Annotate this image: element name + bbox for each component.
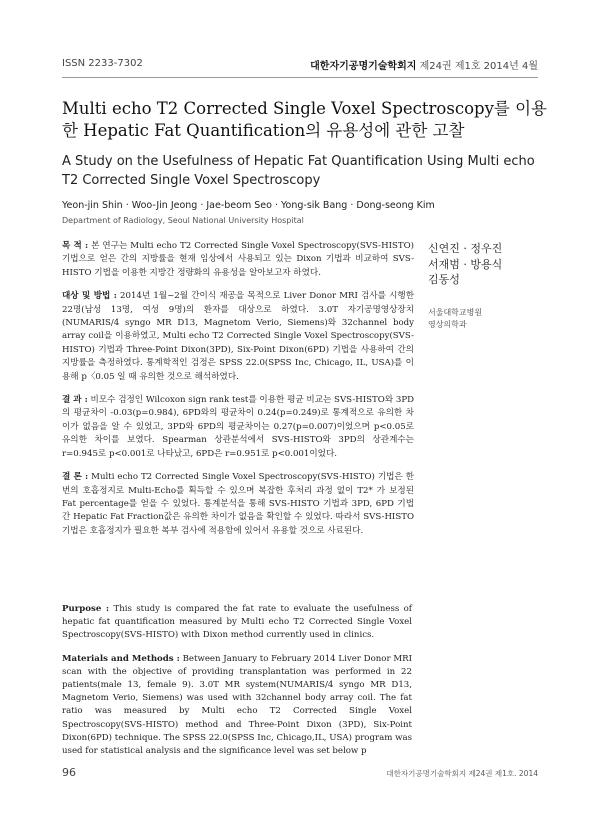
abstract-english bbox=[62, 603, 412, 768]
methods-text-en: Between January to February 2014 Liver Donor MRI scan with the objective of providing transplantation was performed in 22 patients(male 13, female 9). 3.0T MR system(NUMARIS/4 syngo MR D13, Magnetom Verio, Siemens) was used with 32channel body array coil. The fat ratio was measured by Multi echo T2 Corrected Single Voxel Spectroscopy(SVS-HISTO) method and Three-Point Dixon (3PD), Six-Point Dixon(6PD) technique. The SPSS 22.0(SPSS Inc, Chicago,IL, USA) program was used for statistical analysis and the significance level was set below p bbox=[62, 653, 412, 757]
korean-author-names bbox=[428, 241, 548, 288]
issn-label: ISSN 2233-7302 bbox=[62, 58, 143, 69]
abstract-ko-purpose bbox=[62, 240, 414, 280]
abstract-korean bbox=[62, 240, 414, 548]
purpose-label-en: Purpose : bbox=[62, 604, 110, 614]
methods-label: 대상 및 방법 : bbox=[62, 291, 117, 302]
footer-journal-info: 대한자기공명기술학회지 제24권 제1호. 2014 bbox=[386, 769, 538, 778]
abstract-en-purpose bbox=[62, 603, 412, 643]
korean-affiliation-line: 영상의학과 bbox=[428, 319, 467, 329]
abstract-en-methods bbox=[62, 653, 412, 759]
korean-affiliation-line: 서울대학교병원 bbox=[428, 308, 483, 317]
korean-names-line: 신연진 · 정우진 bbox=[428, 242, 503, 255]
article-title-english: A Study on the Usefulness of Hepatic Fat Quantification Using Multi echo T2 Corrected Single Voxel Spectroscopy bbox=[62, 154, 535, 188]
korean-names-line: 김동성 bbox=[428, 273, 460, 286]
methods-text: 2014년 1월~2월 간이식 재공을 목적으로 Liver Donor MRI 검사를 시행한 22명(남성 13명, 여성 9명)의 환자를 대상으로 하였다. 3.0T 자기공명영상장치(NUMARIS/4 syngo MR D13, Magnetom Verio, Siemens)와 32channel body array coil을 이용하였고, Multi echo T2 Corrected Single Voxel Spectroscopy(SVS-HISTO) 기법과 Three-Point Dixon(3PD), Six-Point Dixon(6PD) 기법을 사용하여 간의 지방률을 측정하였다. 통계학적인 검정은 SPSS 22.0(SPSS Inc, Chicago, IL, USA)를 이용해 p〈0.05 일 때 유의한 것으로 해석하였다. bbox=[62, 291, 415, 382]
korean-affiliation bbox=[428, 307, 548, 330]
conclusion-text: Multi echo T2 Corrected Single Voxel Spectroscopy(SVS-HISTO) 기법은 한 번의 호흡정지로 Multi-Echo를 획득할 수 있으며 복잡한 후처리 과정 없이 T2* 가 보정된 Fat percentage를 얻을 수 있었다. 통계분석을 통해 SVS-HISTO 기법과 3PD, 6PD 기법 간 Hepatic Fat Fraction값은 유의한 차이가 없음을 확인할 수 있었다. 따라서 SVS-HISTO 기법은 호흡정지가 필요한 복부 검사에 적용함에 있어서 유용할 것으로 사료된다. bbox=[62, 472, 414, 536]
header-rule bbox=[62, 77, 538, 78]
page-number: 96 bbox=[62, 766, 76, 779]
conclusion-label: 결 론 : bbox=[62, 472, 89, 483]
journal-header bbox=[310, 57, 538, 72]
author-list: Yeon-jin Shin · Woo-Jin Jeong · Jae-beom Seo · Yong-sik Bang · Dong-seong Kim bbox=[62, 200, 435, 211]
abstract-ko-methods bbox=[62, 290, 414, 384]
korean-names-line: 서재범 · 방용식 bbox=[428, 257, 503, 271]
methods-label-en: Materials and Methods : bbox=[62, 653, 180, 664]
author-affiliation: Department of Radiology, Seoul National University Hospital bbox=[62, 216, 304, 225]
purpose-label: 목 적 : bbox=[62, 241, 89, 251]
results-text: 비모수 검정인 Wilcoxon sign rank test를 이용한 평균 비교는 SVS-HISTO와 3PD의 평균차이 -0.03(p=0.984), 6PD와의 평균차이 0.24(p=0.249)로 통계적으로 유의한 차이가 없음을 알 수 있었고, 3PD와 6PD의 평균차이는 0.27(p=0.007)이었으며 p<0.05로 유의한 차이를 보였다. Spearman 상관분석에서 SVS-HISTO와 3PD의 상관계수는 r=0.945로 p<0.001로 나타났고, 6PD은 r=0.951로 p<0.001이었다. bbox=[62, 395, 415, 459]
abstract-ko-conclusion bbox=[62, 471, 414, 538]
purpose-text-en: This study is compared the fat rate to evaluate the usefulness of hepatic fat quantification measured by Multi echo T2 Corrected Single Voxel Spectroscopy(SVS-HISTO) with Dixon method currently used in clinics. bbox=[62, 604, 412, 641]
results-label: 결 과 : bbox=[62, 395, 88, 406]
abstract-ko-results bbox=[62, 394, 414, 461]
journal-issue: 제24권 제1호 2014년 4월 bbox=[419, 61, 538, 72]
journal-name: 대한자기공명기술학회지 bbox=[310, 61, 417, 72]
purpose-text: 본 연구는 Multi echo T2 Corrected Single Voxel Spectroscopy(SVS-HISTO) 기법으로 얻은 간의 지방률을 현재 임상에서 사용되고 있는 Dixon 기법과 비교하여 SVS-HISTO 기법을 이용한 지방간 정량화의 유용성을 알아보고자 하였다. bbox=[62, 241, 414, 278]
article-title-korean: Multi echo T2 Corrected Single Voxel Spectroscopy를 이용한 Hepatic Fat Quantification의 유용성에 관한 고찰 bbox=[62, 99, 547, 140]
